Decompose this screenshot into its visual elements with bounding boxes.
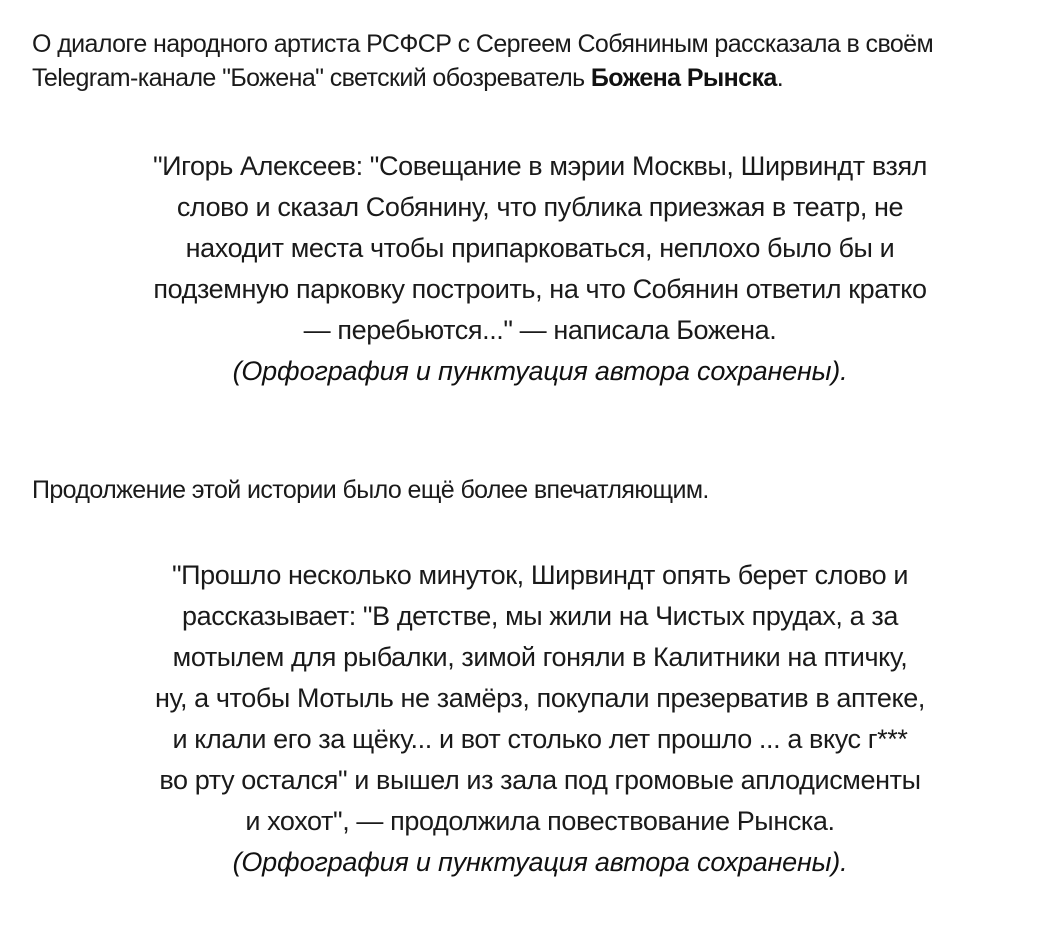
quote-block-2 — [155, 555, 925, 883]
intro-end: . — [776, 64, 784, 92]
quote-block-1 — [140, 146, 940, 392]
intro-text: О диалоге народного артиста РСФСР с Сергеем Собяниным рассказала в своём Telegram-канале "Божена" светский обозреватель — [32, 30, 934, 92]
quote-2-text: "Прошло несколько минуток, Ширвиндт опять берет слово и рассказывает: "В детстве, мы жили на Чистых прудах, а за мотылем для рыбалки, зимой гоняли в Калитники на птичку, ну, а чтобы Мотыль не замёрз, покупали презерватив в аптеке, и клали его за щёку... и вот столько лет прошло ... а вкус г*** во рту остался" и вышел из зала под громовые аплодисменты и хохот", — продолжила повествование Рынска. — [155, 560, 925, 836]
quote-1-note: (Орфография и пунктуация автора сохранены). — [232, 356, 848, 386]
transition-paragraph: Продолжение этой истории было ещё более впечатляющим. — [32, 476, 709, 504]
quote-1-text: "Игорь Алексеев: "Совещание в мэрии Москвы, Ширвиндт взял слово и сказал Собянину, что публика приезжая в театр, не находит места чтобы припарковаться, неплохо было бы и подземную парковку построить, на что Собянин ответил кратко — перебьются..." — написала Божена. — [152, 151, 928, 345]
author-name: Божена Рынска — [590, 64, 777, 92]
intro-paragraph — [32, 27, 1042, 95]
quote-2-note: (Орфография и пунктуация автора сохранены). — [232, 847, 848, 877]
